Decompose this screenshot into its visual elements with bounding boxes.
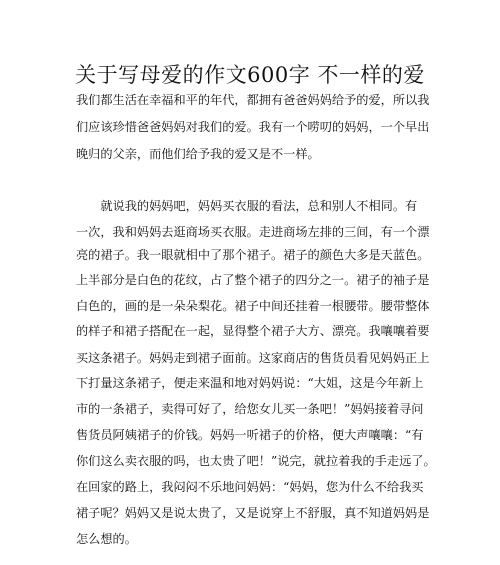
body-line-12: 在回家的路上，我闷闷不乐地问妈妈：“妈妈，您为什么不给我买: [76, 480, 424, 494]
body-line-4: 上半部分是白色的花纹，占了整个裙子的四分之一。裙子的袖子是: [76, 273, 430, 287]
body-line-11: 你们这么卖衣服的吗，也太贵了吧！”说完，就拉着我的手走远了。: [76, 454, 436, 468]
intro-line-2: 们应该珍惜爸爸妈妈对我们的爱。我有一个唠叨的妈妈，一个早出: [76, 120, 430, 134]
document-title: 关于写母爱的作文600字 不一样的爱: [75, 63, 425, 87]
body-line-3: 亮的裙子。我一眼就相中了那个裙子。裙子的颜色大多是天蓝色。: [76, 248, 430, 262]
body-line-6: 的样子和裙子搭配在一起，显得整个裙子大方、漂亮。我嚷嚷着要: [76, 324, 430, 338]
body-line-9: 市的一条裙子，卖得可好了，给您女儿买一条吧！”妈妈接着寻问: [76, 402, 424, 416]
body-line-2: 一次，我和妈妈去逛商场买衣服。走进商场左排的三间，有一个漂: [76, 225, 430, 239]
body-line-1: 就说我的妈妈吧，妈妈买衣服的看法，总和别人不相同。有: [76, 199, 418, 213]
body-line-10: 售货员阿姨裙子的价钱。妈妈一听裙子的价格，便大声嚷嚷：“有: [76, 428, 424, 442]
body-line-8: 下打量这条裙子，便走来温和地对妈妈说：“大姐，这是今年新上: [76, 376, 424, 390]
body-line-7: 买这条裙子。妈妈走到裙子面前。这家商店的售货员看见妈妈正上: [76, 351, 430, 365]
intro-line-1: 我们都生活在幸福和平的年代，都拥有爸爸妈妈给予的爱，所以我: [76, 93, 430, 107]
body-line-5: 白色的，画的是一朵朵梨花。裙子中间还挂着一根腰带。腰带整体: [76, 299, 430, 313]
intro-line-3: 晚归的父亲，而他们给予我的爱又是不一样。: [76, 147, 320, 161]
body-line-13: 裙子呢？妈妈又是说太贵了，又是说穿上不舒服，真不知道妈妈是: [76, 506, 430, 520]
body-line-14: 怎么想的。: [76, 532, 137, 546]
